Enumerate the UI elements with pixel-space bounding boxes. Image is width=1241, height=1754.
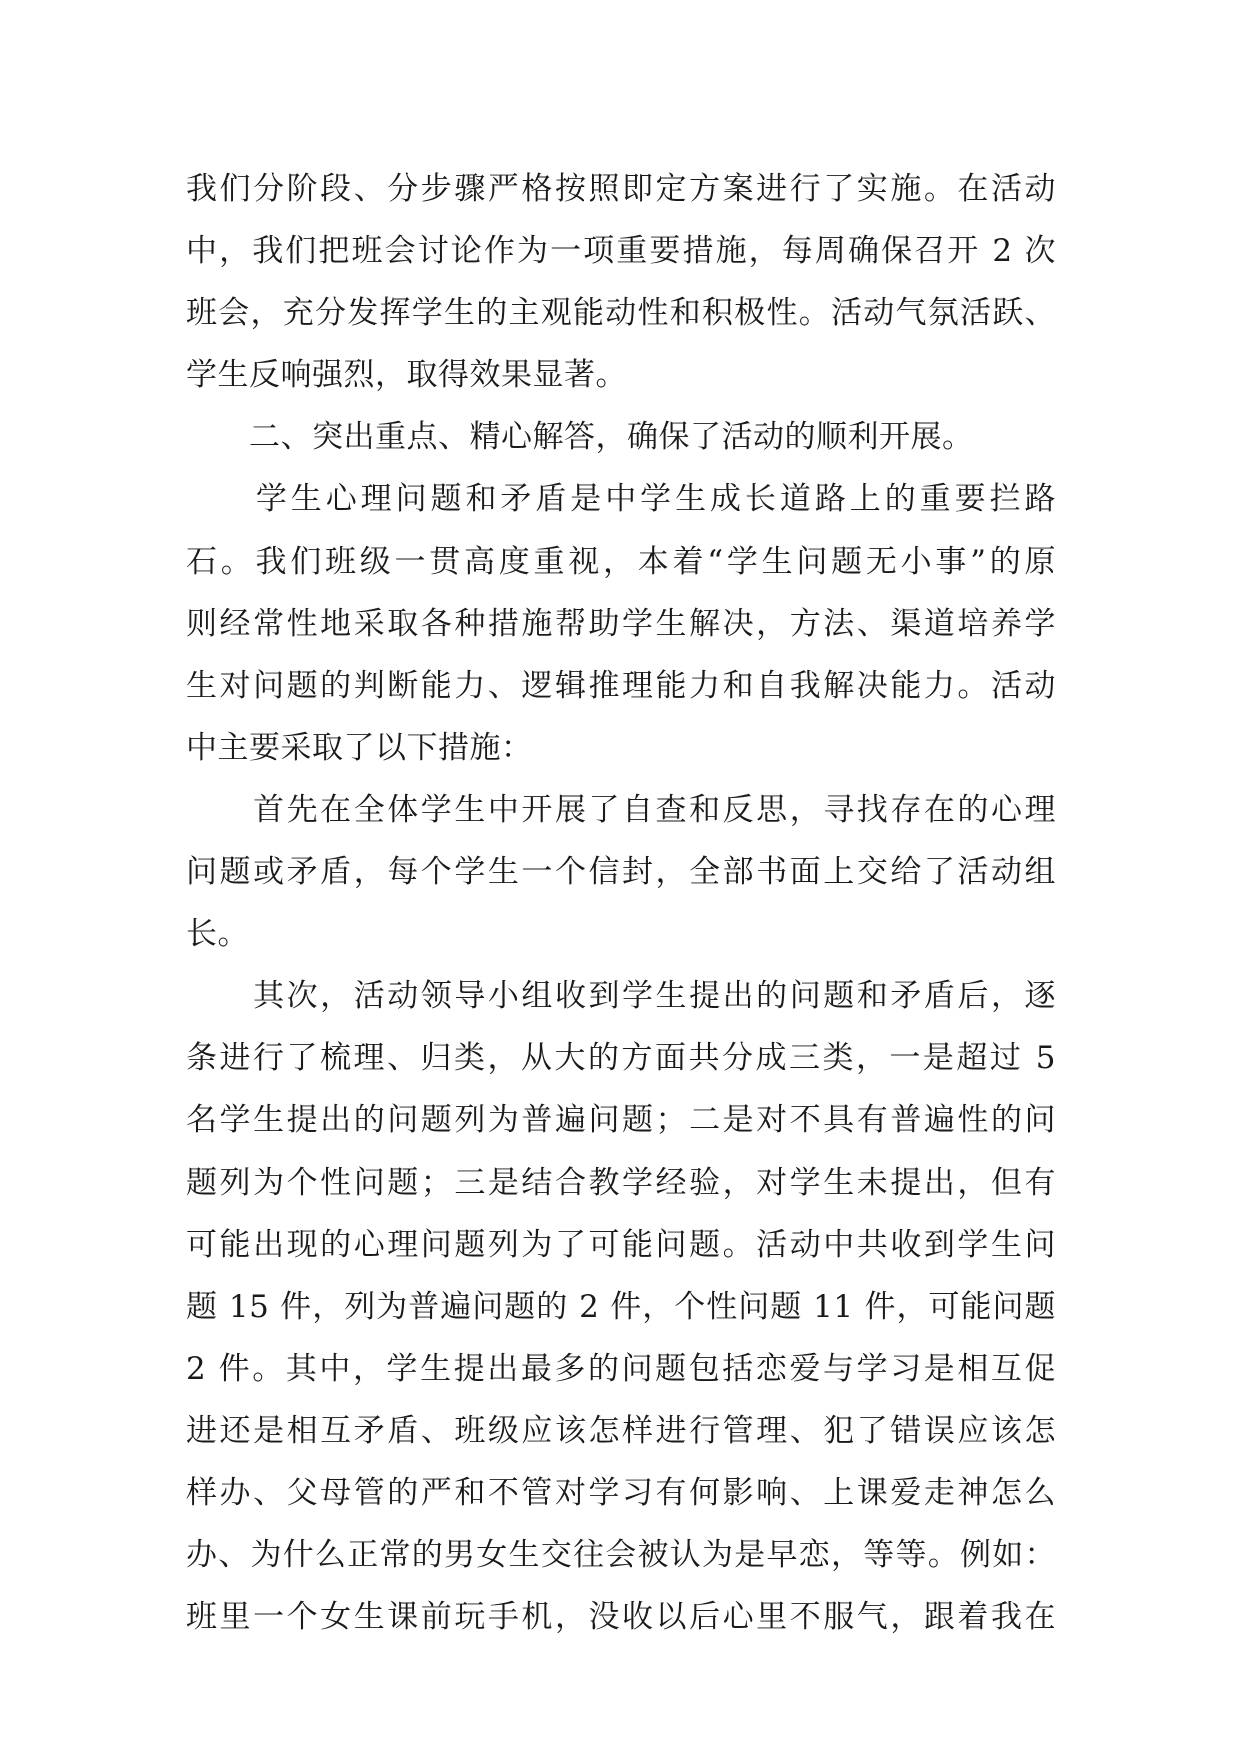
body-text bbox=[186, 158, 1056, 1648]
text-line: 办、为什么正常的男女生交往会被认为是早恋，等等。例如： bbox=[186, 1537, 1056, 1574]
text-line: 石。我们班级一贯高度重视，本着“学生问题无小事”的原 bbox=[186, 543, 1056, 580]
text-line: 其次，活动领导小组收到学生提出的问题和矛盾后，逐 bbox=[186, 978, 1056, 1015]
text-line: 学生反响强烈，取得效果显著。 bbox=[186, 357, 627, 394]
text-line: 条进行了梳理、归类，从大的方面共分成三类，一是超过 5 bbox=[186, 1040, 1056, 1077]
text-line: 则经常性地采取各种措施帮助学生解决，方法、渠道培养学 bbox=[186, 605, 1056, 642]
text-line: 我们分阶段、分步骤严格按照即定方案进行了实施。在活动 bbox=[186, 171, 1056, 207]
text-line: 可能出现的心理问题列为了可能问题。活动中共收到学生问 bbox=[186, 1226, 1056, 1263]
text-line: 中，我们把班会讨论作为一项重要措施，每周确保召开 2 次 bbox=[186, 233, 1056, 270]
section-heading: 二、突出重点、精心解答，确保了活动的顺利开展。 bbox=[186, 419, 974, 456]
text-line: 中主要采取了以下措施： bbox=[186, 729, 533, 766]
text-line: 长。 bbox=[186, 916, 249, 953]
text-line: 2 件。其中，学生提出最多的问题包括恋爱与学习是相互促 bbox=[186, 1350, 1056, 1387]
text-line: 首先在全体学生中开展了自查和反思，寻找存在的心理 bbox=[186, 791, 1056, 828]
text-line: 题 15 件，列为普遍问题的 2 件，个性问题 11 件，可能问题 bbox=[186, 1288, 1056, 1325]
text-line: 生对问题的判断能力、逻辑推理能力和自我解决能力。活动 bbox=[186, 667, 1056, 704]
text-line: 进还是相互矛盾、班级应该怎样进行管理、犯了错误应该怎 bbox=[186, 1412, 1056, 1449]
text-line: 班里一个女生课前玩手机，没收以后心里不服气，跟着我在 bbox=[186, 1599, 1056, 1636]
text-line: 班会，充分发挥学生的主观能动性和积极性。活动气氛活跃、 bbox=[186, 295, 1056, 332]
text-line: 学生心理问题和矛盾是中学生成长道路上的重要拦路 bbox=[186, 481, 1056, 518]
text-line: 问题或矛盾，每个学生一个信封，全部书面上交给了活动组 bbox=[186, 854, 1056, 891]
text-line: 名学生提出的问题列为普遍问题；二是对不具有普遍性的问 bbox=[186, 1102, 1056, 1139]
text-line: 题列为个性问题；三是结合教学经验，对学生未提出，但有 bbox=[186, 1164, 1056, 1201]
text-line: 样办、父母管的严和不管对学习有何影响、上课爱走神怎么 bbox=[186, 1474, 1056, 1511]
